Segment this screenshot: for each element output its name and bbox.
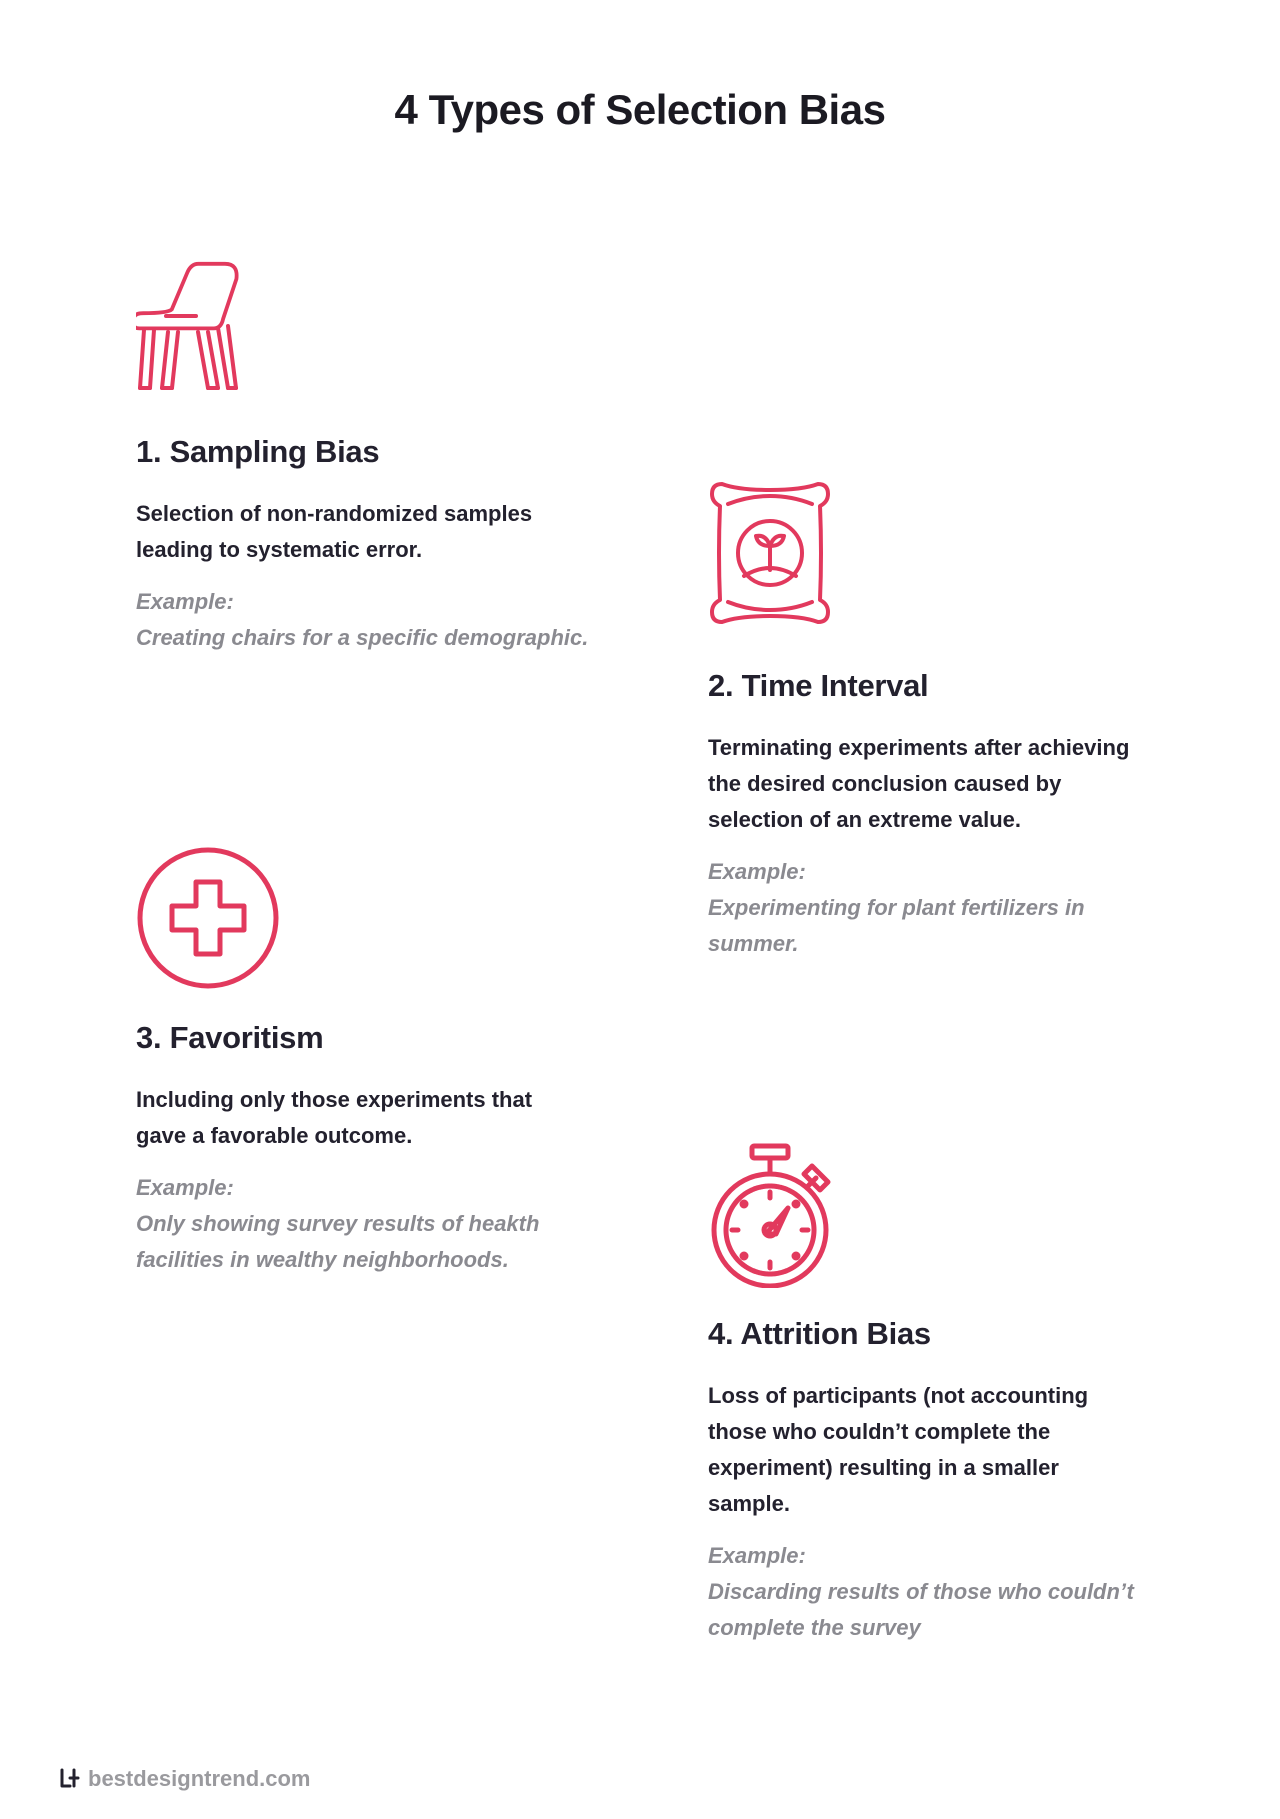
brand-logo-text[interactable]: bestdesigntrend.com xyxy=(88,1766,311,1791)
description-line: experiment) resulting in a smaller xyxy=(708,1455,1059,1480)
card-description xyxy=(136,496,596,568)
example-text xyxy=(708,1574,1168,1646)
chair-icon xyxy=(136,260,246,400)
example-label: Example: xyxy=(136,589,234,614)
example-label: Example: xyxy=(136,1175,234,1200)
medical-cross-icon xyxy=(136,846,280,990)
example-label: Example: xyxy=(708,859,806,884)
stopwatch-icon xyxy=(708,1142,838,1288)
card-heading: 3. Favoritism xyxy=(136,1020,324,1055)
example-line: facilities in wealthy neighborhoods. xyxy=(136,1247,509,1272)
example-line: Only showing survey results of heakth xyxy=(136,1211,540,1236)
description-line: selection of an extreme value. xyxy=(708,807,1022,832)
description-line: sample. xyxy=(708,1491,790,1516)
description-line: the desired conclusion caused by xyxy=(708,771,1062,796)
seed-bag-icon xyxy=(708,480,832,626)
page-title: 4 Types of Selection Bias xyxy=(394,86,886,133)
description-line: Loss of participants (not accounting xyxy=(708,1383,1089,1408)
card-favoritism xyxy=(136,846,596,1278)
description-line: Including only those experiments that xyxy=(136,1087,533,1112)
description-line: Terminating experiments after achieving xyxy=(708,735,1130,760)
card-time-interval xyxy=(708,480,1168,962)
card-description xyxy=(136,1082,596,1154)
example-line: summer. xyxy=(708,931,799,956)
example-line: Discarding results of those who couldn’t xyxy=(708,1579,1134,1604)
card-heading: 1. Sampling Bias xyxy=(136,434,380,469)
example-line: Creating chairs for a specific demographic. xyxy=(136,625,589,650)
card-description xyxy=(708,730,1168,838)
description-line: leading to systematic error. xyxy=(136,537,423,562)
card-description xyxy=(708,1378,1168,1522)
example-label: Example: xyxy=(708,1543,806,1568)
description-line: Selection of non-randomized samples xyxy=(136,501,533,526)
footer-brand xyxy=(58,1766,310,1792)
card-attrition-bias xyxy=(708,1142,1168,1646)
card-heading: 2. Time Interval xyxy=(708,668,929,703)
card-heading: 4. Attrition Bias xyxy=(708,1316,931,1351)
brand-logo-icon xyxy=(58,1768,80,1790)
description-line: gave a favorable outcome. xyxy=(136,1123,413,1148)
description-line: those who couldn’t complete the xyxy=(708,1419,1051,1444)
example-line: Experimenting for plant fertilizers in xyxy=(708,895,1085,920)
card-sampling-bias xyxy=(136,260,596,656)
example-line: complete the survey xyxy=(708,1615,921,1640)
example-text xyxy=(136,620,596,656)
example-text xyxy=(136,1206,596,1278)
example-text xyxy=(708,890,1168,962)
